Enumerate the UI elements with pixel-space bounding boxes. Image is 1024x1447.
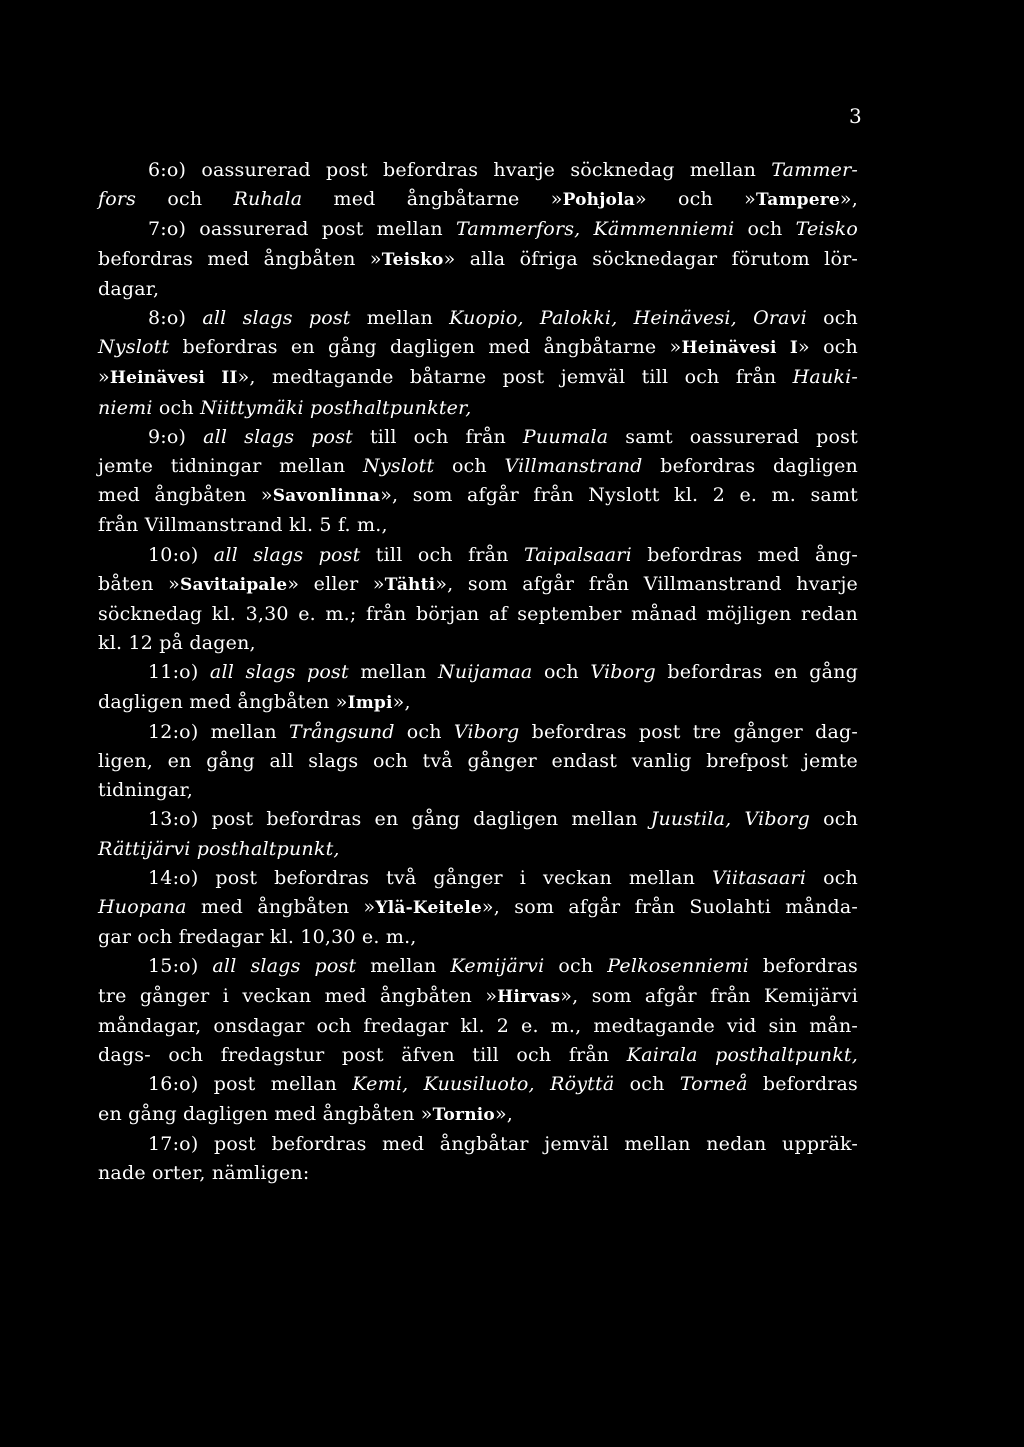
text-line <box>98 835 858 864</box>
text-line <box>98 1070 858 1099</box>
text-line <box>98 481 858 511</box>
text-run: med ångbåten » <box>98 484 273 507</box>
text-run: » eller » <box>287 572 385 595</box>
text-run: och <box>136 188 234 211</box>
text-run: », medtagande båtarne post jemväl till och från <box>237 366 793 389</box>
text-run: befordras en gång dagligen med ångbåtarne » <box>169 336 682 359</box>
italic-text: all slags post <box>213 543 361 566</box>
italic-text: Kairala posthaltpunkt, <box>626 1044 858 1067</box>
text-run: kl. 12 på dagen, <box>98 632 256 655</box>
text-line <box>98 1012 858 1041</box>
text-run: befordras <box>747 1073 858 1096</box>
text-run: », som afgår från Kemijärvi <box>560 984 858 1007</box>
ship-name: Tornio <box>432 1104 495 1125</box>
text-run: 11:o) <box>148 661 210 684</box>
text-line <box>98 1130 858 1159</box>
text-run: och <box>394 720 454 743</box>
text-run: med ångbåten » <box>186 896 376 919</box>
text-run: 6:o) oassurerad post befordras hvarje söcknedag mellan <box>148 159 772 181</box>
text-run: måndagar, onsdagar och fredagar kl. 2 e. m., medtagande vid sin mån- <box>98 1014 858 1037</box>
text-line <box>98 864 858 893</box>
text-run: 17:o) post befordras med ångbåtar jemväl mellan nedan uppräk- <box>148 1132 858 1155</box>
text-run: mellan <box>356 955 451 978</box>
italic-text: Rättijärvi posthaltpunkt, <box>98 837 340 860</box>
ship-name: Tähti <box>384 574 436 595</box>
ship-name: Heinävesi II <box>109 368 238 389</box>
text-run: 14:o) post befordras två gånger i veckan mellan <box>148 866 713 889</box>
italic-text: fors <box>98 188 137 211</box>
text-run: 16:o) post mellan <box>148 1073 353 1096</box>
text-run: en gång dagligen med ångbåten » <box>98 1102 433 1125</box>
text-line <box>98 1041 858 1070</box>
text-run: » och <box>797 336 858 359</box>
ship-name: Pohjola <box>562 190 635 211</box>
text-run: mellan <box>348 661 439 684</box>
text-run: befordras post tre gånger dag- <box>519 720 858 743</box>
text-line <box>98 570 858 600</box>
ship-name: Impi <box>347 692 393 713</box>
italic-text: niemi <box>98 396 153 419</box>
italic-text: all slags post <box>212 955 357 978</box>
text-run: och <box>434 455 505 478</box>
italic-text: Nyslott <box>98 336 170 359</box>
text-run: och <box>806 307 858 330</box>
italic-text: Torneå <box>679 1073 748 1096</box>
italic-text: Tammer- <box>771 159 858 181</box>
italic-text: Kuopio, Palokki, Heinävesi, Oravi <box>449 307 807 330</box>
italic-text: all slags post <box>209 661 349 684</box>
text-run: till och från <box>352 425 523 448</box>
ship-name: Ylä-Keitele <box>375 898 482 919</box>
text-line <box>98 333 858 363</box>
text-run: och <box>532 661 591 684</box>
italic-text: Niittymäki posthaltpunkter, <box>200 396 472 419</box>
ship-name: Tampere <box>756 190 840 211</box>
text-run: ligen, en gång all slags och två gånger endast vanlig brefpost jemte <box>98 750 858 773</box>
text-line <box>98 923 858 952</box>
text-line <box>98 1100 858 1130</box>
body-text <box>98 156 858 1188</box>
text-run: befordras en gång <box>655 661 858 684</box>
text-line <box>98 658 858 687</box>
text-run: dagar, <box>98 277 160 300</box>
text-run: och <box>734 218 796 241</box>
ship-name: Hirvas <box>497 986 561 1007</box>
text-line <box>98 629 858 658</box>
text-line <box>98 452 858 481</box>
text-run: och <box>810 808 859 831</box>
italic-text: Tammerfors, Kämmenniemi <box>455 218 735 241</box>
text-line <box>98 423 858 452</box>
text-run: jemte tidningar mellan <box>98 455 363 478</box>
text-run: befordras dagligen <box>642 455 858 478</box>
text-run: befordras med ång- <box>631 543 858 566</box>
text-run: », <box>494 1102 514 1125</box>
text-line <box>98 304 858 333</box>
text-line <box>98 275 858 304</box>
text-run: tre gånger i veckan med ångbåten » <box>98 984 498 1007</box>
text-line <box>98 747 858 776</box>
text-run: », som afgår från Nyslott kl. 2 e. m. samt <box>380 484 859 507</box>
text-run: 12:o) mellan <box>148 720 289 743</box>
text-run: nade orter, nämligen: <box>98 1161 310 1184</box>
italic-text: Viborg <box>453 720 520 743</box>
italic-text: Taipalsaari <box>523 543 632 566</box>
text-run: » alla öfriga söcknedagar förutom lör- <box>443 247 858 270</box>
text-run: från Villmanstrand kl. 5 f. m., <box>98 514 388 537</box>
text-line <box>98 215 858 244</box>
text-run: till och från <box>360 543 524 566</box>
text-run: », <box>839 188 858 211</box>
text-line <box>98 363 858 393</box>
text-line <box>98 511 858 540</box>
text-run: gar och fredagar kl. 10,30 e. m., <box>98 926 417 949</box>
italic-text: Nyslott <box>363 455 435 478</box>
ship-name: Savonlinna <box>272 486 381 507</box>
text-run: » och » <box>634 188 757 211</box>
text-line <box>98 541 858 570</box>
text-run: befordras med ångbåten » <box>98 247 382 270</box>
page-number: 3 <box>848 104 862 128</box>
text-run: och <box>544 955 608 978</box>
italic-text: Ruhala <box>233 188 303 211</box>
text-line <box>98 156 858 185</box>
text-run: och <box>806 866 858 889</box>
text-run: 8:o) <box>148 307 203 330</box>
text-run: och <box>152 396 201 419</box>
italic-text: Kemi, Kuusiluoto, Röyttä <box>352 1073 615 1096</box>
italic-text: Nuijamaa <box>438 661 533 684</box>
text-line <box>98 185 858 215</box>
text-run: befordras <box>748 955 858 978</box>
italic-text: Viitasaari <box>712 866 807 889</box>
italic-text: Trångsund <box>288 720 395 743</box>
text-run: dagligen med ångbåten » <box>98 690 348 713</box>
text-run: » <box>98 366 110 389</box>
text-line <box>98 688 858 718</box>
text-line <box>98 952 858 981</box>
italic-text: all slags post <box>203 425 353 448</box>
italic-text: Juustila, Viborg <box>650 808 811 831</box>
text-run: », <box>392 690 411 713</box>
italic-text: Huopana <box>98 896 187 919</box>
text-run: », som afgår från Villmanstrand hvarje <box>435 572 858 595</box>
text-run: 9:o) <box>148 425 204 448</box>
text-line <box>98 718 858 747</box>
ship-name: Savitaipale <box>179 574 288 595</box>
italic-text: Villmanstrand <box>504 455 643 478</box>
italic-text: Teisko <box>795 218 858 241</box>
italic-text: Kemijärvi <box>450 955 545 978</box>
text-run: 7:o) oassurerad post mellan <box>148 218 456 241</box>
ship-name: Teisko <box>381 249 444 270</box>
text-run: mellan <box>350 307 450 330</box>
text-line <box>98 600 858 629</box>
text-run: med ångbåtarne » <box>302 188 563 211</box>
ship-name: Heinävesi I <box>681 338 798 359</box>
italic-text: all slags post <box>202 307 351 330</box>
text-run: och <box>614 1073 680 1096</box>
text-line <box>98 1159 858 1188</box>
italic-text: Hauki- <box>792 366 858 389</box>
text-line <box>98 245 858 275</box>
text-run: söcknedag kl. 3,30 e. m.; från början af september månad möjligen redan <box>98 603 858 626</box>
text-line <box>98 805 858 834</box>
italic-text: Pelkosenniemi <box>607 955 749 978</box>
text-run: », som afgår från Suolahti månda- <box>481 896 858 919</box>
text-line <box>98 893 858 923</box>
text-line <box>98 982 858 1012</box>
text-run: 15:o) <box>148 955 213 978</box>
text-run: tidningar, <box>98 779 193 802</box>
text-run: 10:o) <box>148 543 214 566</box>
text-line <box>98 394 858 423</box>
text-run: 13:o) post befordras en gång dagligen mellan <box>148 808 651 831</box>
text-line <box>98 776 858 805</box>
italic-text: Puumala <box>522 425 609 448</box>
text-run: båten » <box>98 572 180 595</box>
text-run: dags- och fredagstur post äfven till och från <box>98 1044 627 1067</box>
text-run: samt oassurerad post <box>608 425 858 448</box>
italic-text: Viborg <box>590 661 656 684</box>
